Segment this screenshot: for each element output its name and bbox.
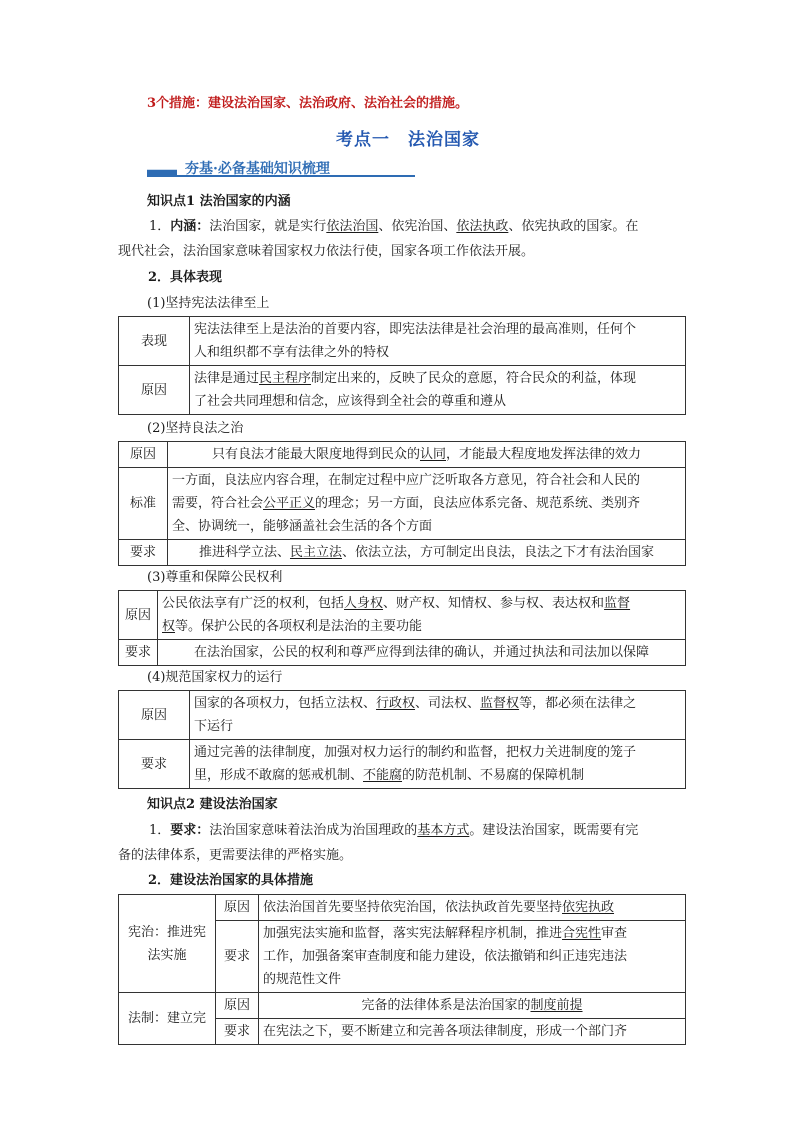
table-supremacy	[118, 316, 686, 415]
section-banner	[147, 158, 422, 180]
row-content: 在宪法之下，要不断建立和完善各项法律制度，形成一个部门齐	[259, 1019, 686, 1045]
kp1-s4: (4)规范国家权力的运行	[147, 670, 283, 685]
kp2-p1-line2: 备的法律体系，更需要法律的严格实施。	[118, 848, 353, 863]
table-row	[119, 468, 686, 540]
row-label: 原因	[119, 442, 168, 468]
table-row	[119, 366, 686, 415]
underline-term: 基本方式	[417, 823, 470, 838]
kp1-s2: (2)坚持良法之治	[147, 421, 244, 436]
row-content: 在法治国家，公民的权利和尊严应得到法律的确认，并通过执法和司法加以保障	[158, 640, 686, 666]
page-title: 考点一 法治国家	[336, 130, 480, 150]
row-content: 依法治国首先要坚持依宪治国，依法执政首先要坚持依宪执政	[259, 895, 686, 921]
row-label: 要求	[119, 540, 168, 566]
kp1-s3: (3)尊重和保障公民权利	[147, 570, 283, 585]
row-content: 宪法法律至上是法治的首要内容，即宪法法律是社会治理的最高准则，任何个 人和组织都不享有法律之外的特权	[190, 317, 686, 366]
intro-text: 建设法治国家、法治政府、法治社会的措施。	[208, 96, 469, 111]
table-power	[118, 690, 686, 789]
row-label: 要求	[216, 921, 259, 993]
kp1-p1-line2: 现代社会，法治国家意味着国家权力依法行使，国家各项工作依法开展。	[118, 244, 535, 259]
row-label: 原因	[119, 366, 190, 415]
row-content: 一方面，良法应内容合理，在制定过程中应广泛听取各方意见，符合社会和人民的 需要，符合社会公平正义的理念；另一方面，良法应体系完备、规范系统、类别齐 全、协调统一，能够涵盖社会生活的各个方面	[168, 468, 686, 540]
row-content: 推进科学立法、民主立法、依法立法，方可制定出良法，良法之下才有法治国家	[168, 540, 686, 566]
intro-line	[147, 92, 468, 111]
row-label: 要求	[119, 740, 190, 789]
underline-term: 依法治国	[326, 219, 379, 234]
row-label: 要求	[119, 640, 158, 666]
table-row	[119, 993, 686, 1019]
table-row	[119, 591, 686, 640]
row-label: 原因	[119, 591, 158, 640]
kp1-p2: 2．具体表现	[148, 270, 223, 285]
group-label: 法制：建立完	[119, 993, 216, 1045]
kp2-p2: 2．建设法治国家的具体措施	[148, 873, 314, 888]
row-content: 完备的法律体系是法治国家的制度前提	[259, 993, 686, 1019]
table-row	[119, 691, 686, 740]
intro-label: 3个措施：	[147, 96, 209, 111]
banner-bar-icon	[147, 168, 177, 177]
row-label: 原因	[216, 993, 259, 1019]
kp1-s1: (1)坚持宪法法律至上	[147, 296, 270, 311]
underline-term: 依法执政	[456, 219, 509, 234]
row-content: 只有良法才能最大限度地得到民众的认同，才能最大程度地发挥法律的效力	[168, 442, 686, 468]
row-content: 法律是通过民主程序制定出来的，反映了民众的意愿，符合民众的利益，体现 了社会共同理想和信念，应该得到全社会的尊重和遵从	[190, 366, 686, 415]
table-good-law	[118, 441, 686, 566]
table-row	[119, 640, 686, 666]
row-label: 要求	[216, 1019, 259, 1045]
banner-text: 夯基·必备基础知识梳理	[185, 161, 330, 177]
kp2-p1-label: 要求：	[170, 823, 210, 838]
table-row	[119, 317, 686, 366]
row-label: 表现	[119, 317, 190, 366]
table-rights	[118, 590, 686, 666]
kp1-p1-label: 内涵：	[170, 219, 210, 234]
row-label: 标准	[119, 468, 168, 540]
kp2-p1-line1: 1．要求：法治国家意味着法治成为治国理政的基本方式。建设法治国家，既需要有完	[149, 823, 639, 838]
row-label: 原因	[216, 895, 259, 921]
kp2-heading: 知识点2 建设法治国家	[147, 797, 278, 812]
row-content: 公民依法享有广泛的权利，包括人身权、财产权、知情权、参与权、表达权和监督 权等。保护公民的各项权利是法治的主要功能	[158, 591, 686, 640]
row-content: 国家的各项权力，包括立法权、行政权、司法权、监督权等，都必须在法律之 下运行	[190, 691, 686, 740]
table-measures	[118, 894, 686, 1045]
row-content: 通过完善的法律制度，加强对权力运行的制约和监督，把权力关进制度的笼子 里，形成不敢腐的惩戒机制、不能腐的防范机制、不易腐的保障机制	[190, 740, 686, 789]
table-row	[119, 442, 686, 468]
row-label: 原因	[119, 691, 190, 740]
table-row	[119, 895, 686, 921]
table-row	[119, 540, 686, 566]
kp1-p1-line1: 1．内涵：法治国家，就是实行依法治国、依宪治国、依法执政、依宪执政的国家。在	[149, 219, 639, 234]
group-label: 宪治：推进宪 法实施	[119, 895, 216, 993]
kp1-heading: 知识点1 法治国家的内涵	[147, 194, 291, 209]
table-row	[119, 740, 686, 789]
row-content: 加强宪法实施和监督，落实宪法解释程序机制，推进合宪性审查 工作，加强备案审查制度和能力建设，依法撤销和纠正违宪违法 的规范性文件	[259, 921, 686, 993]
